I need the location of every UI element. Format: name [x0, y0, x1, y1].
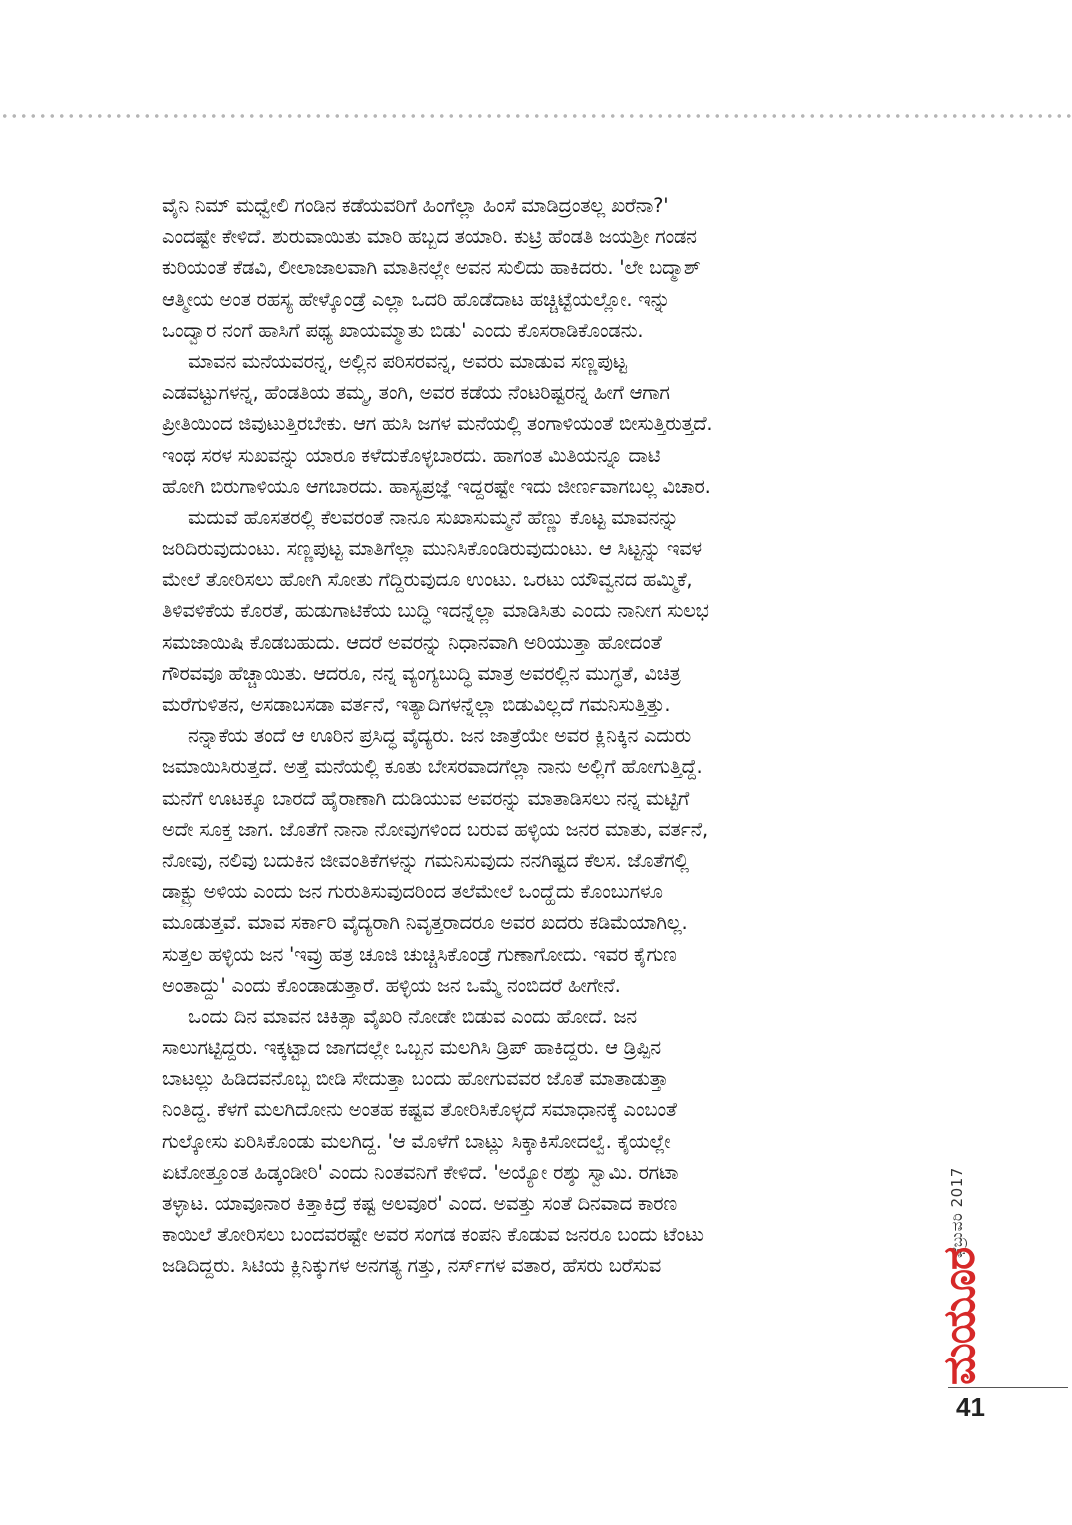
text-line: ಬಾಟಲ್ಲು ಹಿಡಿದವನೊಬ್ಬ ಬೀಡಿ ಸೇದುತ್ತಾ ಬಂದು ಹೋಗುವವರ ಜೊತೆ ಮಾತಾಡುತ್ತಾ [162, 1067, 669, 1091]
text-line: ಮನೆಗೆ ಊಟಕ್ಕೂ ಬಾರದೆ ಹೈರಾಣಾಗಿ ದುಡಿಯುವ ಅವರನ್ನು ಮಾತಾಡಿಸಲು ನನ್ನ ಮಟ್ಟಿಗೆ [162, 786, 690, 810]
paragraph-start-line: ಮಾವನ ಮನೆಯವರನ್ನ, ಅಲ್ಲಿನ ಪರಿಸರವನ್ನ, ಅವರು ಮಾಡುವ ಸಣ್ಣಪುಟ್ಟ [188, 349, 627, 373]
text-line: ಅದೇ ಸೂಕ್ತ ಜಾಗ. ಜೊತೆಗೆ ನಾನಾ ನೋವುಗಳಿಂದ ಬರುವ ಹಳ್ಳಿಯ ಜನರ ಮಾತು, ವರ್ತನೆ, [162, 817, 708, 841]
text-line: ನೋವು, ನಲಿವು ಬದುಕಿನ ಜೀವಂತಿಕೆಗಳನ್ನು ಗಮನಿಸುವುದು ನನಗಿಷ್ಟದ ಕೆಲಸ. ಜೊತೆಗಲ್ಲಿ [162, 848, 689, 872]
paragraph-start-line: ಒಂದು ದಿನ ಮಾವನ ಚಿಕಿತ್ಸಾ ವೈಖರಿ ನೋಡೇ ಬಿಡುವ ಎಂದು ಹೋದೆ. ಜನ [188, 1004, 637, 1028]
text-line: ಗೌರವವೂ ಹೆಚ್ಚಾಯಿತು. ಆದರೂ, ನನ್ನ ವ್ಯಂಗ್ಯಬುದ್ಧಿ ಮಾತ್ರ ಅವರಲ್ಲಿನ ಮುಗ್ಧತೆ, ವಿಚಿತ್ರ [162, 661, 681, 685]
text-line: ಎಡವಟ್ಟುಗಳನ್ನ, ಹೆಂಡತಿಯ ತಮ್ಮ, ತಂಗಿ, ಅವರ ಕಡೆಯ ನೆಂಟರಿಷ್ಟರನ್ನ ಹೀಗೆ ಆಗಾಗ [162, 381, 670, 405]
text-line: ಆತ್ಮೀಯ ಅಂತ ರಹಸ್ಯ ಹೇಳ್ಕೊಂಡ್ರೆ ಎಲ್ಲಾ ಒದರಿ ಹೊಡೆದಾಟ ಹಚ್ಚಿಟ್ಟೆಯಲ್ಲೋ. ಇನ್ನು [162, 287, 671, 311]
text-line: ಮೂಡುತ್ತವೆ. ಮಾವ ಸರ್ಕಾರಿ ವೈದ್ಯರಾಗಿ ನಿವೃತ್ತರಾದರೂ ಅವರ ಖದರು ಕಡಿಮೆಯಾಗಿಲ್ಲ. [162, 911, 688, 935]
text-line: ಕುರಿಯಂತೆ ಕೆಡವಿ, ಲೀಲಾಜಾಲವಾಗಿ ಮಾತಿನಲ್ಲೇ ಅವನ ಸುಲಿದು ಹಾಕಿದರು. 'ಲೇ ಬದ್ಮಾಶ್ [162, 256, 701, 280]
text-line: ಡಾಕ್ಟ್ರು ಅಳಿಯ ಎಂದು ಜನ ಗುರುತಿಸುವುದರಿಂದ ತಲೆಮೇಲೆ ಒಂದ್ಹೆದು ಕೊಂಬುಗಳೂ [162, 880, 663, 904]
text-line: ಮೇಲೆ ತೋರಿಸಲು ಹೋಗಿ ಸೋತು ಗೆದ್ದಿರುವುದೂ ಉಂಟು. ಒರಟು ಯೌವ್ವನದ ಹಮ್ಮಿಕೆ, [162, 568, 693, 592]
text-line: ಜಡಿದಿದ್ದರು. ಸಿಟಿಯ ಕ್ಲಿನಿಕ್ಕುಗಳ ಅನಗತ್ಯ ಗತ್ತು, ನರ್ಸ್‌ಗಳ ವತಾರ, ಹೆಸರು ಬರೆಸುವ [162, 1254, 661, 1278]
text-line: ಎಂದಷ್ಟೇ ಕೇಳಿದೆ. ಶುರುವಾಯಿತು ಮಾರಿ ಹಬ್ಬದ ತಯಾರಿ. ಕುಟ್ರಿ ಹೆಂಡತಿ ಜಯಶ್ರೀ ಗಂಡನ [162, 225, 697, 249]
text-line: ಪ್ರೀತಿಯಿಂದ ಜಿವುಟುತ್ತಿರಬೇಕು. ಆಗ ಹುಸಿ ಜಗಳ ಮನೆಯಲ್ಲಿ ತಂಗಾಳಿಯಂತೆ ಬೀಸುತ್ತಿರುತ್ತದೆ. [162, 412, 713, 436]
text-line: ಕಾಯಿಲೆ ತೋರಿಸಲು ಬಂದವರಷ್ಟೇ ಅವರ ಸಂಗಡ ಕಂಪನಿ ಕೊಡುವ ಜನರೂ ಬಂದು ಟೆಂಟು [162, 1223, 704, 1247]
paragraph-start-line: ನನ್ನಾಕೆಯ ತಂದೆ ಆ ಊರಿನ ಪ್ರಸಿದ್ಧ ವೈದ್ಯರು. ಜನ ಜಾತ್ರೆಯೇ ಅವರ ಕ್ಲಿನಿಕ್ಕಿನ ಎದುರು [188, 724, 691, 748]
text-line: ತಿಳಿವಳಿಕೆಯ ಕೊರತೆ, ಹುಡುಗಾಟಿಕೆಯ ಬುದ್ಧಿ ಇದನ್ನೆಲ್ಲಾ ಮಾಡಿಸಿತು ಎಂದು ನಾನೀಗ ಸುಲಭ [162, 599, 709, 623]
magazine-masthead: ಮಯೂರ [934, 1247, 985, 1385]
page-number: 41 [956, 1392, 985, 1422]
text-line: ಸುತ್ತಲ ಹಳ್ಳಿಯ ಜನ 'ಇವ್ರು ಹತ್ರ ಚೂಜಿ ಚುಚ್ಚಿಸಿಕೊಂಡ್ರೆ ಗುಣಾಗೋದು. ಇವರ ಕೈಗುಣ [162, 942, 677, 966]
text-line: ಹೋಗಿ ಬಿರುಗಾಳಿಯೂ ಆಗಬಾರದು. ಹಾಸ್ಯಪ್ರಜ್ಞೆ ಇದ್ದರಷ್ಟೇ ಇದು ಜೀರ್ಣವಾಗಬಲ್ಲ ವಿಚಾರ. [162, 474, 711, 498]
article-body [162, 190, 912, 1282]
text-line: ನಿಂತಿದ್ದ. ಕೆಳಗೆ ಮಲಗಿದೋನು ಅಂತಹ ಕಷ್ಟವ ತೋರಿಸಿಕೊಳ್ಳದೆ ಸಮಾಧಾನಕ್ಕೆ ಎಂಬಂತೆ [162, 1098, 677, 1122]
paragraph-start-line: ಮದುವೆ ಹೊಸತರಲ್ಲಿ ಕೆಲವರಂತೆ ನಾನೂ ಸುಖಾಸುಮ್ಮನೆ ಹೆಣ್ಣು ಕೊಟ್ಟ ಮಾವನನ್ನು [188, 505, 679, 529]
text-line: ಜರಿದಿರುವುದುಂಟು. ಸಣ್ಣಪುಟ್ಟ ಮಾತಿಗೆಲ್ಲಾ ಮುನಿಸಿಕೊಂಡಿರುವುದುಂಟು. ಆ ಸಿಟ್ಟನ್ನು ಇವಳ [162, 537, 702, 561]
text-line: ಗುಲ್ಕೋಸು ಏರಿಸಿಕೊಂಡು ಮಲಗಿದ್ದ. 'ಆ ಮೊಳೆಗೆ ಬಾಟ್ಲು ಸಿಕ್ಕಾಕಿಸೋದಲ್ವೆ. ಕೈಯಲ್ಲೇ [162, 1129, 671, 1153]
issue-date: ಫೆಬ್ರುವರಿ 2017 [948, 1167, 966, 1258]
text-line: ಜಮಾಯಿಸಿರುತ್ತದೆ. ಅತ್ತೆ ಮನೆಯಲ್ಲಿ ಕೂತು ಬೇಸರವಾದಗೆಲ್ಲಾ ನಾನು ಅಲ್ಲಿಗೆ ಹೋಗುತ್ತಿದ್ದೆ. [162, 755, 703, 779]
text-line: ಇಂಥ ಸರಳ ಸುಖವನ್ನು ಯಾರೂ ಕಳೆದುಕೊಳ್ಳಬಾರದು. ಹಾಗಂತ ಮಿತಿಯನ್ನೂ ದಾಟಿ [162, 443, 661, 467]
text-line: ಅಂತಾದ್ದು' ಎಂದು ಕೊಂಡಾಡುತ್ತಾರೆ. ಹಳ್ಳಿಯ ಜನ ಒಮ್ಮೆ ನಂಬಿದರೆ ಹೀಗೇನೆ. [162, 973, 621, 997]
text-line: ಸಾಲುಗಟ್ಟಿದ್ದರು. ಇಕ್ಕಟ್ಟಾದ ಜಾಗದಲ್ಲೇ ಒಬ್ಬನ ಮಲಗಿಸಿ ಡ್ರಿಪ್ ಹಾಕಿದ್ದರು. ಆ ಡ್ರಿಪ್ಪಿನ [162, 1036, 661, 1060]
text-line: ಒಂದ್ವಾರ ನಂಗೆ ಹಾಸಿಗೆ ಪಥ್ಯ ಖಾಯಮ್ಮಾತು ಬಿಡು' ಎಂದು ಕೊಸರಾಡಿಕೊಂಡನು. [162, 318, 644, 342]
text-line: ಏಟೋತ್ತೂಂತ ಹಿಡ್ಕಂಡೀರಿ' ಎಂದು ನಿಂತವನಿಗೆ ಕೇಳಿದೆ. 'ಅಯ್ಯೋ ರಶ್ಶು ಸ್ವಾಮಿ. ರಗಟಾ [162, 1160, 679, 1184]
page-number-rule [948, 1387, 1068, 1388]
text-line: ಮರೆಗುಳಿತನ, ಅಸಡಾಬಸಡಾ ವರ್ತನೆ, ಇತ್ಯಾದಿಗಳನ್ನೆಲ್ಲಾ ಬಿಡುವಿಲ್ಲದೆ ಗಮನಿಸುತ್ತಿತ್ತು. [162, 693, 671, 716]
text-line: ವೈನಿ ನಿಮ್ ಮಧ್ವೇಲಿ ಗಂಡಿನ ಕಡೆಯವರಿಗೆ ಹಿಂಗೆಲ್ಲಾ ಹಿಂಸೆ ಮಾಡಿದ್ರಂತಲ್ಲ ಖರೆನಾ?' [162, 194, 669, 217]
text-line: ತಳ್ಳಾಟ. ಯಾವೂನಾರ ಕಿತ್ತಾಕಿದ್ರೆ ಕಷ್ಟ ಅಲವೂರ' ಎಂದ. ಅವತ್ತು ಸಂತೆ ದಿನವಾದ ಕಾರಣ [162, 1192, 677, 1215]
dotted-divider [0, 113, 1072, 119]
text-line: ಸಮಜಾಯಿಷಿ ಕೊಡಬಹುದು. ಆದರೆ ಅವರನ್ನು ನಿಧಾನವಾಗಿ ಅರಿಯುತ್ತಾ ಹೋದಂತೆ [162, 630, 662, 654]
